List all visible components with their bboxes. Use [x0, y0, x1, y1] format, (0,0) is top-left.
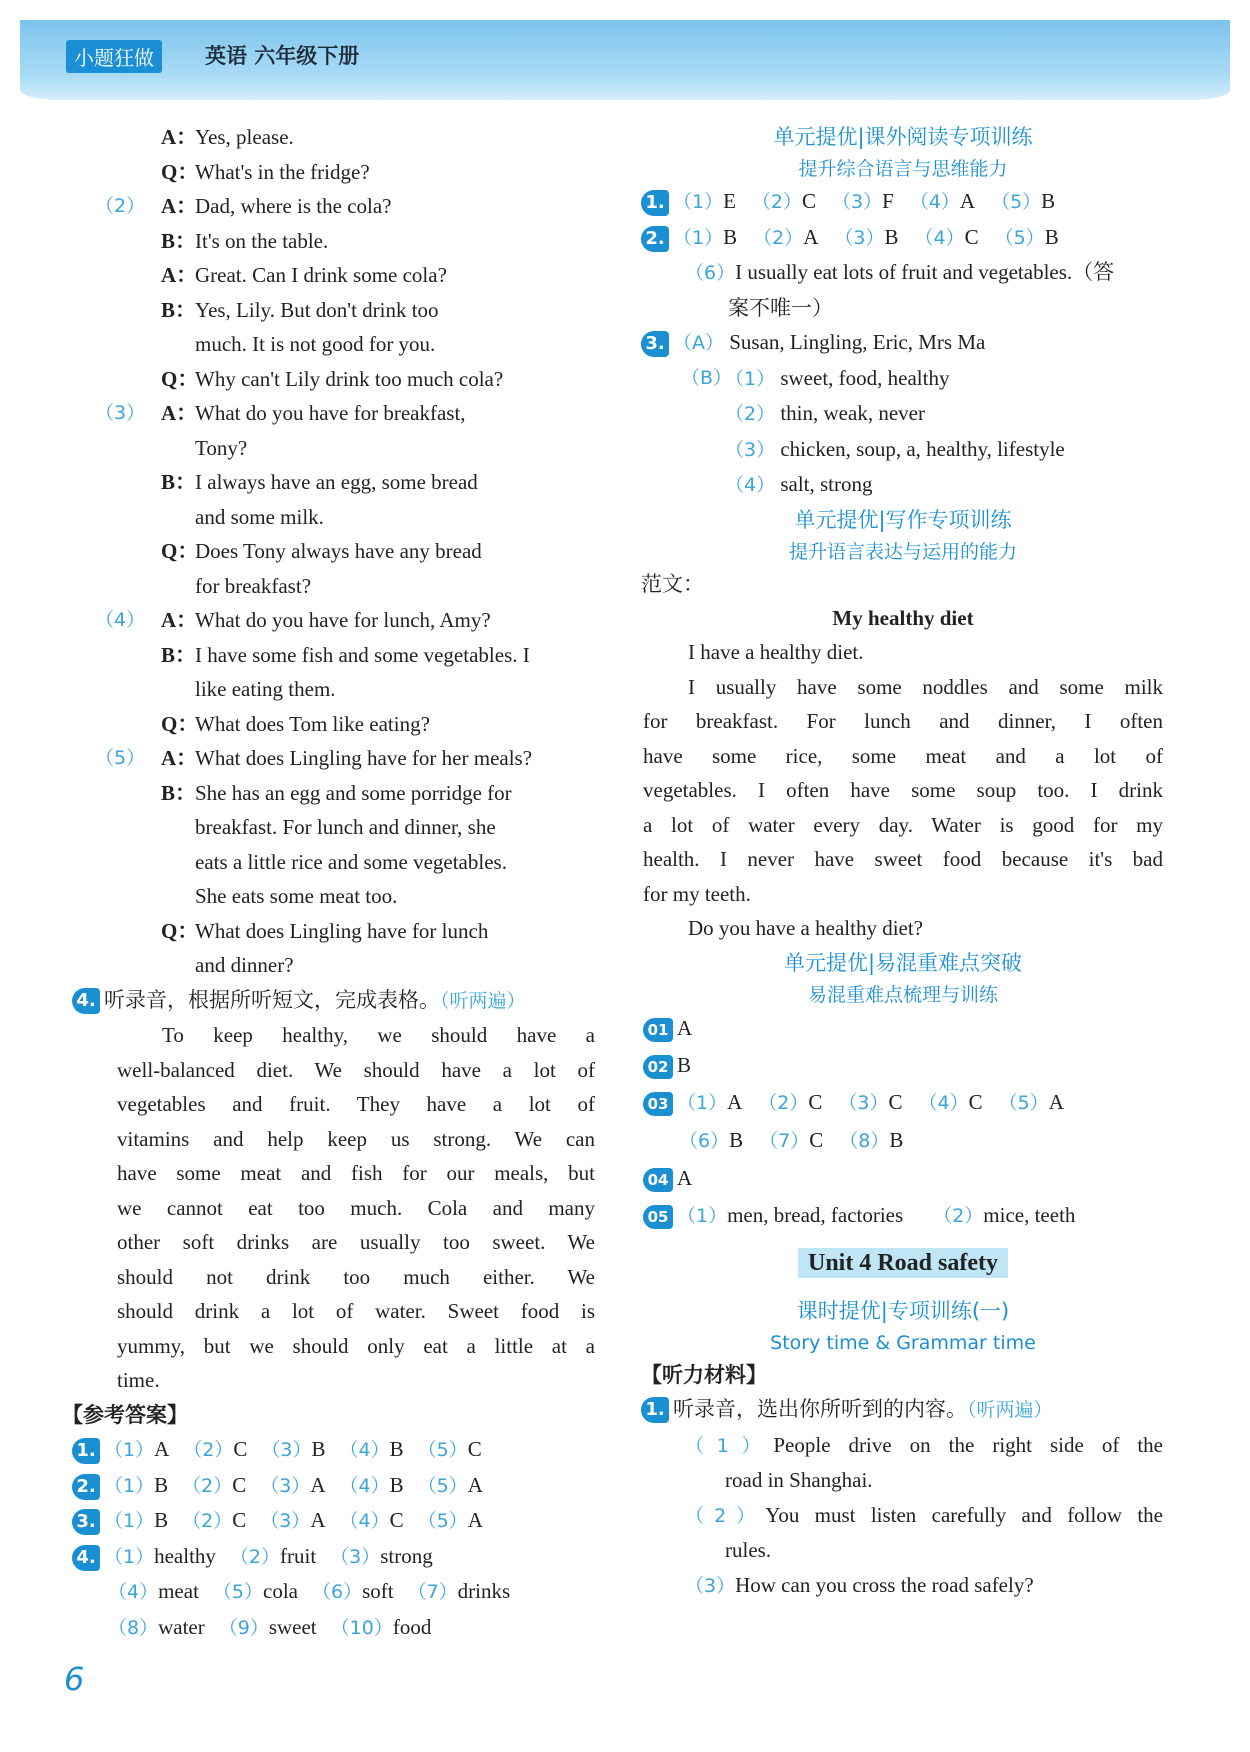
speaker-label: Q： [161, 366, 199, 391]
answer-value: A [467, 1508, 483, 1532]
answer-value: thin, weak, never [775, 401, 925, 425]
answer-number: （3） [832, 191, 883, 213]
answer-number: （5） [994, 226, 1045, 249]
reading-3b-label: （B） [681, 366, 733, 389]
reading-3b-line [643, 361, 1163, 397]
section-difficult-title: 单元提优|易混重难点突破 [783, 950, 1023, 975]
unit-title: Unit 4 Road safety [643, 1241, 1163, 1288]
answer-number: （3） [838, 1091, 889, 1114]
essay-line: I have a healthy diet. [688, 640, 864, 664]
speaker-label: A： [161, 746, 198, 770]
dialog-text: for breakfast? [195, 573, 312, 598]
passage-line: should not drink too much either. We [117, 1264, 595, 1289]
answer-number: （4） [725, 474, 776, 496]
answer-number: （5） [991, 191, 1042, 213]
answer-value: B [729, 1127, 744, 1152]
answer-value: B [154, 1472, 169, 1497]
dialog-text: much. It is not good for you. [195, 332, 436, 356]
answer-value: A [727, 1089, 743, 1114]
difficult-04: 04 A [643, 1160, 1163, 1197]
answer-number: （4） [339, 1474, 390, 1497]
answer-value: strong [380, 1543, 433, 1568]
answer-value: B [884, 224, 899, 249]
answer-value: healthy [154, 1543, 216, 1568]
passage-line: other soft drinks are usually too sweet. We [117, 1230, 595, 1254]
dialog-line [117, 534, 595, 569]
answer-number: （4） [918, 1091, 969, 1114]
listening-cont: road in Shanghai. [725, 1468, 873, 1492]
answer-number: （5） [212, 1581, 263, 1603]
answer-badge: 4. [72, 1545, 100, 1571]
dialog-line [117, 120, 595, 155]
answer-number: （4） [339, 1439, 390, 1461]
dialog-line [117, 224, 595, 259]
answer-value: C [888, 1089, 903, 1114]
dialog-line [117, 948, 595, 983]
dialog-text: eats a little rice and some vegetables. [195, 849, 507, 874]
dialog-text: and dinner? [195, 953, 294, 977]
dialog-text: What does Lingling have for her meals? [195, 746, 533, 770]
answer-number: （2） [758, 1091, 809, 1114]
answer-number: （1） [677, 1091, 728, 1114]
answer-number: （3） [260, 1474, 311, 1497]
sample-label: 范文： [641, 571, 704, 596]
answer-value: A [310, 1508, 326, 1532]
passage-line: vitamins and help keep us strong. We can [117, 1126, 595, 1151]
answer-value: B [389, 1472, 404, 1497]
dialog-line [95, 189, 595, 224]
answer-number: （5） [417, 1439, 468, 1461]
dialog-line [117, 776, 595, 811]
dialog-line [95, 396, 595, 431]
dialog-text: What's in the fridge? [195, 159, 370, 184]
answer-number: （4） [108, 1581, 159, 1603]
answer-value: sweet, food, healthy [775, 365, 950, 390]
answer-number: （1） [725, 367, 776, 390]
essay [643, 635, 1163, 946]
answer-value: A [154, 1437, 170, 1461]
passage-line: yummy, but we should only eat a little at a [117, 1333, 595, 1358]
difficult-01: 01 A [643, 1010, 1163, 1047]
passage-line: should drink a lot of water. Sweet food is [117, 1299, 595, 1323]
dialog-text: Tony? [195, 435, 248, 460]
essay-line: for breakfast. For lunch and dinner, I often [643, 709, 1163, 733]
page-number: 6 [64, 1660, 85, 1698]
dialogs [95, 120, 595, 983]
listening-q1-title: 1. 听录音，选出你所听到的内容。（听两遍） [641, 1392, 1163, 1428]
speaker-label: B： [161, 228, 197, 253]
answer-row [72, 1432, 595, 1468]
answer-value: C [802, 189, 817, 213]
passage-line: time. [117, 1368, 160, 1392]
reading-3b-line [643, 467, 1163, 503]
dialog-number: （4） [95, 609, 146, 631]
reading-answer-1: 1. （1）E （2）C （3）F （4）A （5）B [641, 184, 1163, 220]
answer-row [72, 1468, 595, 1504]
answer-number: （1） [673, 191, 724, 213]
answer-value: men, bread, factories [727, 1202, 904, 1227]
dialog-number: （2） [95, 195, 146, 217]
dialog-line [117, 879, 595, 914]
dialog-text: Great. Can I drink some cola? [195, 263, 447, 287]
answer-value: soft [362, 1579, 394, 1603]
speaker-label: B： [161, 297, 197, 322]
speaker-label: A： [161, 263, 198, 287]
dialog-text: I have some fish and some vegetables. I [195, 642, 530, 667]
section-reading-title: 单元提优|课外阅读专项训练 [773, 125, 1033, 149]
essay-line: for my teeth. [643, 881, 751, 906]
dialog-text: What does Lingling have for lunch [195, 918, 489, 943]
speaker-label: B： [161, 642, 197, 667]
answer-number: （2） [182, 1510, 233, 1532]
dialog-line [117, 362, 595, 397]
reading-answer-2: 2. （1）B （2）A （3）B （4）C （5）B [641, 220, 1163, 256]
listening-number: （2） [685, 1504, 766, 1527]
answer-number: （3） [330, 1545, 381, 1568]
answer-number: （4） [339, 1510, 390, 1532]
answer-badge: 2. [72, 1474, 100, 1500]
answer-value: fruit [280, 1543, 317, 1568]
essay-line: Do you have a healthy diet? [688, 916, 923, 940]
answer-number: （4） [914, 226, 965, 249]
answer-number: （2） [229, 1545, 280, 1568]
dialog-text: Why can't Lily drink too much cola? [195, 366, 504, 391]
subject-label: 英语 六年级下册 [205, 44, 360, 68]
answers-title: 【参考答案】 [62, 1402, 188, 1427]
answer-value: C [389, 1508, 404, 1532]
reading-answer-3b [643, 361, 1163, 503]
answer-value: water [158, 1614, 205, 1639]
dialog-line [95, 603, 595, 638]
passage-line: have some meat and fish for our meals, but [117, 1161, 595, 1185]
dialog-text: I always have an egg, some bread [195, 470, 478, 494]
listening-number: （3） [685, 1574, 736, 1597]
answer-value: cola [263, 1579, 298, 1603]
answer-value: drinks [457, 1579, 511, 1603]
left-column [62, 120, 595, 1645]
difficult-03: 03 （1）A （2）C （3）C （4）C （5）A [643, 1084, 1163, 1122]
dialog-line [117, 258, 595, 293]
listening-material-title: 【听力材料】 [641, 1362, 767, 1387]
answer-value: C [964, 224, 979, 249]
answer-value: B [311, 1437, 326, 1461]
reading-answer-2-6-cont: 案不唯一） [728, 295, 833, 320]
answer-number: （2） [183, 1439, 234, 1461]
section-reading-subtitle: 提升综合语言与思维能力 [798, 158, 1008, 180]
answers [76, 1432, 595, 1645]
section-lesson-subtitle: Story time & Grammar time [770, 1331, 1036, 1354]
listening-text: People drive on the right side of the [773, 1432, 1163, 1457]
answer-number: （2） [725, 403, 776, 425]
listening-number: （1） [685, 1434, 774, 1457]
answer-number: （2） [182, 1474, 233, 1497]
dialog-text: She has an egg and some porridge for [195, 780, 512, 805]
listening-text: How can you cross the road safely? [735, 1572, 1034, 1597]
dialog-text: and some milk. [195, 504, 324, 529]
dialog-line [117, 293, 595, 328]
dialog-line [117, 707, 595, 742]
dialog-line [117, 569, 595, 604]
listening-line [643, 1428, 1163, 1464]
answer-row [72, 1503, 595, 1539]
essay-title: My healthy diet [832, 606, 974, 630]
difficult-02: 02 B [643, 1047, 1163, 1084]
answer-value: chicken, soup, a, healthy, lifestyle [775, 436, 1065, 461]
answer-value: C [809, 1127, 824, 1152]
answer-number: （5） [417, 1474, 468, 1497]
answer-number: （1） [104, 1510, 155, 1532]
answer-value: E [723, 189, 736, 213]
dialog-line [117, 500, 595, 535]
dialog-line [117, 845, 595, 880]
reading-3b-line [643, 432, 1163, 468]
essay-line: vegetables. I often have some soup too. I drink [643, 778, 1163, 802]
answer-number: （3） [260, 1510, 311, 1532]
section-writing-subtitle: 提升语言表达与运用的能力 [788, 540, 1017, 563]
answer-number: （3） [261, 1439, 312, 1461]
dialog-text: Does Tony always have any bread [195, 539, 482, 563]
dialog-text: She eats some meat too. [195, 884, 398, 908]
dialog-line [117, 465, 595, 500]
speaker-label: A： [161, 608, 198, 632]
answer-number: （5） [998, 1091, 1049, 1114]
dialog-text: It's on the table. [195, 228, 329, 253]
answer-value: food [392, 1614, 432, 1639]
speaker-label: A： [161, 401, 198, 425]
answer-number: （1） [677, 1204, 728, 1227]
answer-number: （6） [679, 1129, 730, 1152]
answer-value: sweet [268, 1614, 317, 1639]
passage-line: To keep healthy, we should have a [162, 1023, 595, 1047]
right-column [643, 120, 1163, 1603]
answer-value: A [803, 224, 819, 249]
passage [117, 1018, 595, 1398]
answer-number: （1） [104, 1439, 155, 1461]
dialog-line [117, 638, 595, 673]
answer-value: A [959, 189, 976, 213]
dialog-line [117, 672, 595, 707]
dialog-text: Yes, Lily. But don't drink too [195, 297, 439, 322]
answer-number: （9） [218, 1616, 269, 1639]
dialog-line [117, 327, 595, 362]
dialog-text: What does Tom like eating? [195, 711, 430, 736]
answer-number: （1） [104, 1545, 155, 1568]
section-writing-title: 单元提优|写作专项训练 [794, 507, 1012, 532]
answer-row [72, 1610, 595, 1646]
answer-row [72, 1574, 595, 1610]
passage-line: we cannot eat too much. Cola and many [117, 1195, 595, 1220]
dialog-text: What do you have for breakfast, [195, 401, 466, 425]
answer-badge: 3. [72, 1509, 100, 1535]
listening-line [643, 1568, 1163, 1604]
speaker-label: B： [161, 780, 197, 805]
dialog-line [117, 810, 595, 845]
essay-line: a lot of water every day. Water is good for my [643, 812, 1163, 837]
answer-number: （1） [673, 226, 724, 249]
essay-line: have some rice, some meat and a lot of [643, 743, 1163, 768]
reading-3b-line [643, 396, 1163, 432]
passage-line: well-balanced diet. We should have a lot of [117, 1057, 595, 1082]
answer-value: meat [158, 1579, 199, 1603]
answer-value: C [232, 1472, 247, 1497]
dialog-line [117, 155, 595, 190]
dialog-text: Dad, where is the cola? [195, 194, 392, 218]
answer-row [72, 1539, 595, 1575]
answer-number: （1） [104, 1474, 155, 1497]
listening-items [643, 1428, 1163, 1604]
listening-line [643, 1498, 1163, 1534]
speaker-label: Q： [161, 711, 199, 736]
answer-value: A [1048, 1089, 1064, 1114]
dialog-text: breakfast. For lunch and dinner, she [195, 815, 496, 839]
dialog-line [95, 741, 595, 776]
q4-title: 4. 听录音，根据所听短文，完成表格。（听两遍） [72, 983, 595, 1019]
answer-value: A [467, 1472, 483, 1497]
listening-cont: rules. [725, 1538, 772, 1562]
speaker-label: A： [161, 194, 198, 218]
dialog-text: Yes, please. [195, 125, 294, 149]
essay-line: health. I never have sweet food because it's bad [643, 847, 1163, 871]
answer-number: （8） [108, 1616, 159, 1639]
speaker-label: Q： [161, 918, 199, 943]
speaker-label: Q： [161, 539, 199, 563]
answer-number: （10） [330, 1616, 393, 1639]
answer-value: A [310, 1472, 326, 1497]
answer-badge: 1. [72, 1438, 100, 1464]
dialog-text: What do you have for lunch, Amy? [195, 608, 491, 632]
speaker-label: Q： [161, 159, 199, 184]
answer-number: （8） [839, 1129, 890, 1152]
reading-answer-3a: 3. （A） Susan, Lingling, Eric, Mrs Ma [641, 325, 1163, 361]
speaker-label: A： [161, 125, 198, 149]
dialog-line [117, 431, 595, 466]
dialog-number: （3） [95, 402, 146, 424]
reading-answer-2-6: （6）I usually eat lots of fruit and vegetables.（答 [685, 260, 1115, 284]
answer-number: （2） [933, 1204, 984, 1227]
header-banner [20, 20, 1230, 100]
answer-value: C [233, 1437, 248, 1461]
answer-value: B [723, 224, 738, 249]
answer-number: （7） [407, 1581, 458, 1603]
answer-value: C [808, 1089, 823, 1114]
answer-value: mice, teeth [983, 1202, 1076, 1227]
answer-value: B [389, 1437, 404, 1461]
speaker-label: B： [161, 470, 197, 494]
answer-value: C [968, 1089, 983, 1114]
dialog-number: （5） [95, 747, 146, 769]
listening-text: You must listen carefully and follow the [765, 1502, 1163, 1527]
dialog-line [117, 914, 595, 949]
answer-value: B [889, 1127, 904, 1152]
answer-number: （7） [759, 1129, 810, 1152]
essay-line: I usually have some noddles and some milk [688, 674, 1163, 699]
answer-value: salt, strong [775, 472, 873, 496]
section-difficult-subtitle: 易混重难点梳理与训练 [807, 983, 998, 1006]
difficult-05: 05 （1）men, bread, factories （2）mice, teeth [643, 1197, 1163, 1235]
answer-number: （5） [417, 1510, 468, 1532]
answer-number: （2） [753, 226, 804, 249]
answer-value: B [1041, 189, 1056, 213]
answer-number: （3） [834, 226, 885, 249]
answer-value: C [232, 1508, 247, 1532]
section-lesson-title: 课时提优|专项训练(一) [796, 1298, 1010, 1323]
answer-number: （2） [751, 191, 803, 213]
difficult-03-cont [643, 1122, 1163, 1160]
answer-number: （3） [725, 438, 776, 461]
answer-number: （6） [311, 1581, 363, 1603]
dialog-text: like eating them. [195, 677, 336, 701]
answer-value: B [154, 1508, 169, 1532]
brand-label: 小题狂做 [66, 40, 162, 73]
answer-number: （4） [909, 191, 960, 213]
passage-line: vegetables and fruit. They have a lot of [117, 1092, 595, 1116]
answer-value: C [467, 1437, 482, 1461]
answer-value: B [1044, 224, 1059, 249]
answer-value: F [882, 189, 894, 213]
